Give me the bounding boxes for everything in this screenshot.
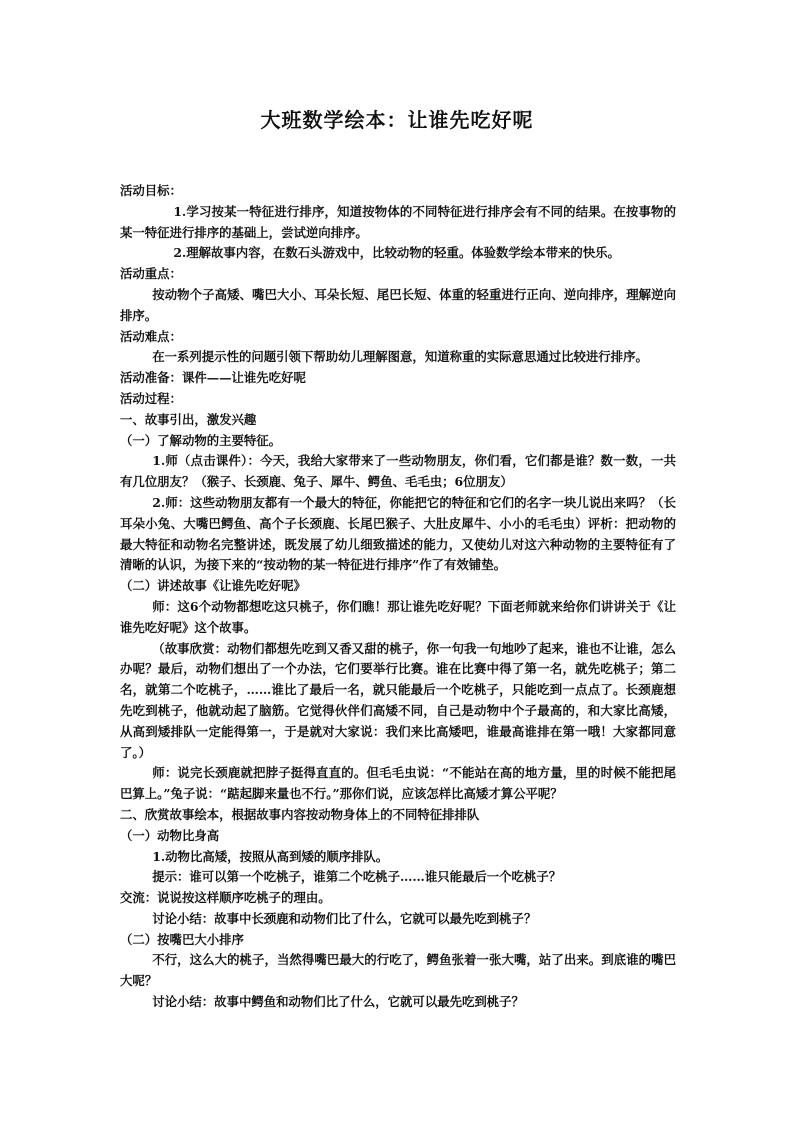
heading-difficulties: 活动难点： — [120, 328, 182, 344]
paragraph: 师：这6个动物都想吃这只桃子，你们瞧！那让谁先吃好呢？下面老师就来给你们讲讲关于《让谁先吃好呢》这个故事。 — [120, 598, 676, 635]
heading-key-points: 活动重点： — [120, 266, 182, 282]
paragraph: 2.师：这些动物朋友都有一个最大的特征，你能把它的特征和它们的名字一块儿说出来吗？（长耳朵小兔、大嘴巴鳄鱼、高个子长颈鹿、长尾巴猴子、大肚皮犀牛、小小的毛毛虫）评析：把动物的最大特征和动物名完整讲述，既发展了幼儿细致描述的能力，又使幼儿对这六种动物的主要特征有了清晰的认识，为接下来的“按动物的某一特征进行排序”作了有效铺垫。 — [120, 494, 676, 573]
paragraph: 提示：谁可以第一个吃桃子，谁第二个吃桃子……谁只能最后一个吃桃子？ — [152, 869, 562, 885]
paragraph: 讨论小结：故事中长颈鹿和动物们比了什么，它就可以最先吃到桃子？ — [152, 910, 537, 926]
paragraph: 1.师（点击课件）：今天，我给大家带来了一些动物朋友，你们看，它们都是谁？数一数，一共有几位朋友？（猴子、长颈鹿、兔子、犀牛、鳄鱼、毛毛虫；6位朋友） — [120, 453, 676, 490]
section-2-heading: 二、欣赏故事绘本，根据故事内容按动物身体上的不同特征排排队 — [120, 806, 480, 822]
paragraph: 1.动物比高矮，按照从高到矮的顺序排队。 — [152, 848, 389, 864]
document-body — [120, 181, 676, 1013]
key-points-text: 按动物个子高矮、嘴巴大小、耳朵长短、尾巴长短、体重的轻重进行正向、逆向排序，理解逆向排序。 — [120, 286, 676, 323]
heading-goals: 活动目标： — [120, 183, 182, 198]
paragraph: 交流：说说按这样顺序吃桃子的理由。 — [120, 890, 331, 906]
section-1-heading: 一、故事引出，激发兴趣 — [120, 411, 257, 427]
subsection-1-1-heading: （一）了解动物的主要特征。 — [120, 432, 282, 448]
subsection-1-2-heading: （二）讲述故事《让谁先吃好呢》 — [120, 578, 306, 594]
goal-item-1: 1.学习按某一特征进行排序，知道按物体的不同特征进行排序会有不同的结果。在按事物的某一特征进行排序的基础上，尝试逆向排序。 — [120, 203, 676, 240]
subsection-2-1-heading: （一）动物比身高 — [120, 827, 220, 843]
subsection-2-2-heading: （二）按嘴巴大小排序 — [120, 931, 244, 947]
heading-process: 活动过程： — [120, 390, 182, 406]
document-title: 大班数学绘本：让谁先吃好呢 — [260, 108, 534, 132]
paragraph: 师：说完长颈鹿就把脖子挺得直直的。但毛毛虫说：“不能站在高的地方量，里的时候不能把尾巴算上。”兔子说：“踮起脚来量也不行。”那你们说，应该怎样比高矮才算公平呢？ — [120, 765, 676, 802]
paragraph: 不行，这么大的桃子，当然得嘴巴最大的行吃了，鳄鱼张着一张大嘴，站了出来。到底谁的嘴巴大呢？ — [120, 952, 676, 989]
story-paragraph: （故事欣赏：动物们都想先吃到又香又甜的桃子，你一句我一句地吵了起来，谁也不让谁，怎么办呢？最后，动物们想出了一个办法，它们要举行比赛。谁在比赛中得了第一名，就先吃桃子；第二名，就第二个吃桃子，……谁比了最后一名，就只能最后一个吃桃子，只能吃到一点点了。长颈鹿想先吃到桃子，他就动起了脑筋。它觉得伙伴们高矮不同，自己是动物中个子最高的，和大家比高矮，从高到矮排队一定能得第一，于是就对大家说：我们来比高矮吧，谁最高谁排在第一哦！大家都同意了。） — [120, 640, 676, 760]
preparation-line: 活动准备：课件——让谁先吃好呢 — [120, 370, 306, 386]
goal-item-2: 2.理解故事内容，在数石头游戏中，比较动物的轻重。体验数学绘本带来的快乐。 — [173, 245, 620, 261]
paragraph: 讨论小结：故事中鳄鱼和动物们比了什么，它就可以最先吃到桃子？ — [152, 994, 524, 1010]
difficulties-text: 在一系列提示性的问题引领下帮助幼儿理解图意，知道称重的实际意思通过比较进行排序。 — [152, 349, 648, 365]
